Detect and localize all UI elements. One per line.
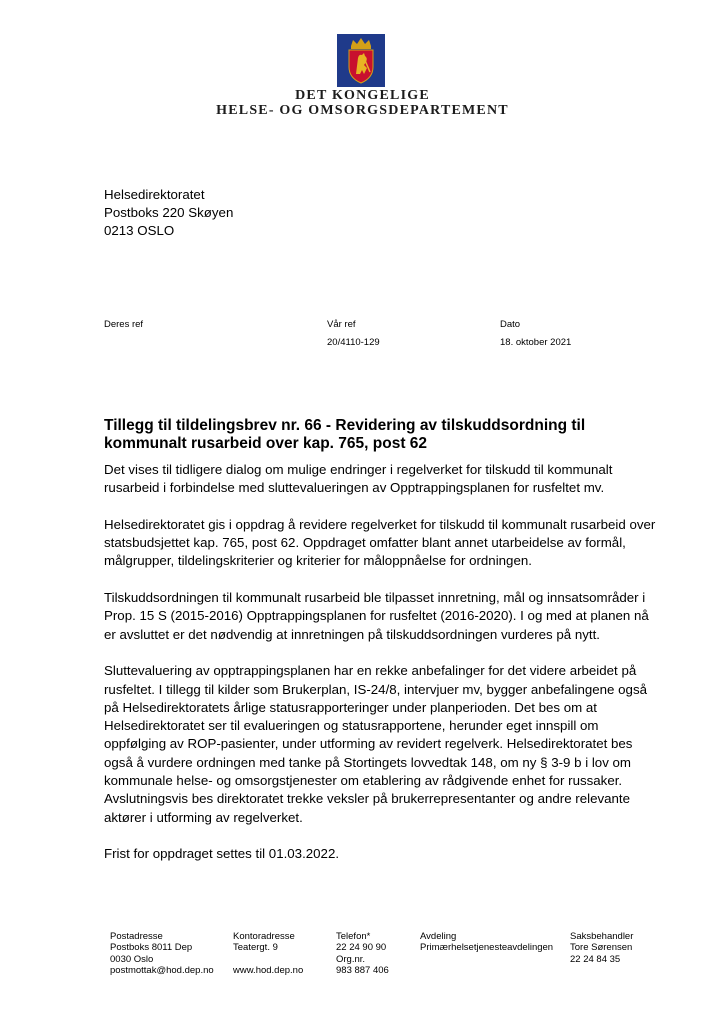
footer-avdeling-value: Primærhelsetjenesteavdelingen (420, 942, 554, 954)
department-name-line-2: HELSE- OG OMSORGSDEPARTEMENT (216, 103, 509, 118)
footer-saksbehandler-label: Saksbehandler (570, 931, 634, 942)
recipient-street: Postboks 220 Skøyen (104, 205, 234, 220)
department-name-line-1: DET KONGELIGE (295, 88, 430, 103)
dato-label: Dato (500, 319, 521, 330)
letter-body (104, 461, 664, 882)
recipient-name: Helsedirektoratet (104, 187, 205, 202)
footer-telefon-number: 22 24 90 90 (336, 942, 387, 954)
footer-saksbehandler (570, 931, 633, 965)
footer-saksbehandler-phone: 22 24 84 35 (570, 953, 621, 965)
letter-title: Tillegg til tildelingsbrev nr. 66 - Revidering av tilskuddsordning til kommunalt rusarbeid over kap. 765, post 62 (104, 417, 586, 452)
paragraph-1: Det vises til tidligere dialog om mulige endringer i regelverket for tilskudd til kommunalt rusarbeid i forbindelse med sluttevalueringen av Opptrappingsplanen for rusfeltet mv. (104, 462, 613, 496)
paragraph-4: Sluttevaluering av opptrappingsplanen har en rekke anbefalinger for det videre arbeidet på rusfeltet. I tillegg til kilder som Brukerplan, IS-24/8, intervjuer mv, bygger anbefalingene også på Helsedirektoratets årlige statusrapporteringer under planperioden. Det bes om at Helsedirektoratet ser til evalueringen og statusrapportene, herunder eget innspill om oppfølging av ROP-pasienter, under utforming av revidert regelverk. Helsedirektoratet bes også å vurdere ordningen med tanke på Stortingets lovvedtak 148, om ny § 3-9 b i lov om kommunale helse- og omsorgstjenester om etablering av rådgivende enhet for russaker. Avslutningsvis bes direktoratet trekke veksler på brukerrepresentanter og andre relevante aktører i utforming av regelverket. (104, 663, 647, 825)
footer-postadresse (110, 931, 214, 977)
recipient-postal: 0213 OSLO (104, 223, 175, 238)
footer-kontoradresse-line: Teatergt. 9 (233, 942, 278, 954)
footer-kontoradresse-line (233, 954, 303, 965)
footer-orgnr-label: Org.nr. (336, 953, 366, 965)
var-ref-value: 20/4110-129 (327, 337, 380, 348)
paragraph-3: Tilskuddsordningen til kommunalt rusarbeid ble tilpasset innretning, mål og innsatsområder i Prop. 15 S (2015-2016) Opptrappingsplanen for rusfeltet (2016-2020). I og med at planen nå er avsluttet er det nødvendig at innretningen på tilskuddsordningen vurderes på nytt. (104, 590, 649, 642)
footer-postadresse-line: Postboks 8011 Dep (110, 942, 193, 954)
recipient-address (104, 186, 233, 240)
footer-telefon (336, 931, 389, 977)
footer-telefon-label: Telefon* (336, 931, 371, 942)
footer-orgnr-value: 983 887 406 (336, 965, 389, 977)
footer-kontoradresse-label: Kontoradresse (233, 931, 295, 942)
paragraph-5: Frist for oppdraget settes til 01.03.2022. (104, 846, 340, 862)
footer-website: www.hod.dep.no (233, 965, 304, 977)
paragraph-2: Helsedirektoratet gis i oppdrag å revidere regelverket for tilskudd til kommunalt rusarbeid over statsbudsjettet kap. 765, post 62. Oppdraget omfatter blant annet utarbeidelse av formål, målgrupper, tildelingskriterier og kriterier for måloppnåelse for ordningen. (104, 516, 656, 569)
footer-email: postmottak@hod.dep.no (110, 965, 214, 977)
footer-saksbehandler-name: Tore Sørensen (570, 942, 633, 954)
deres-ref-label: Deres ref (104, 319, 144, 330)
footer-avdeling-label: Avdeling (420, 931, 457, 942)
footer-postadresse-line: 0030 Oslo (110, 953, 154, 965)
dato-value: 18. oktober 2021 (500, 337, 572, 348)
var-ref-label: Vår ref (327, 319, 356, 330)
footer-avdeling (420, 931, 553, 954)
royal-coat-of-arms-icon (337, 34, 385, 87)
footer-kontoradresse (233, 931, 303, 977)
footer-postadresse-label: Postadresse (110, 931, 163, 942)
